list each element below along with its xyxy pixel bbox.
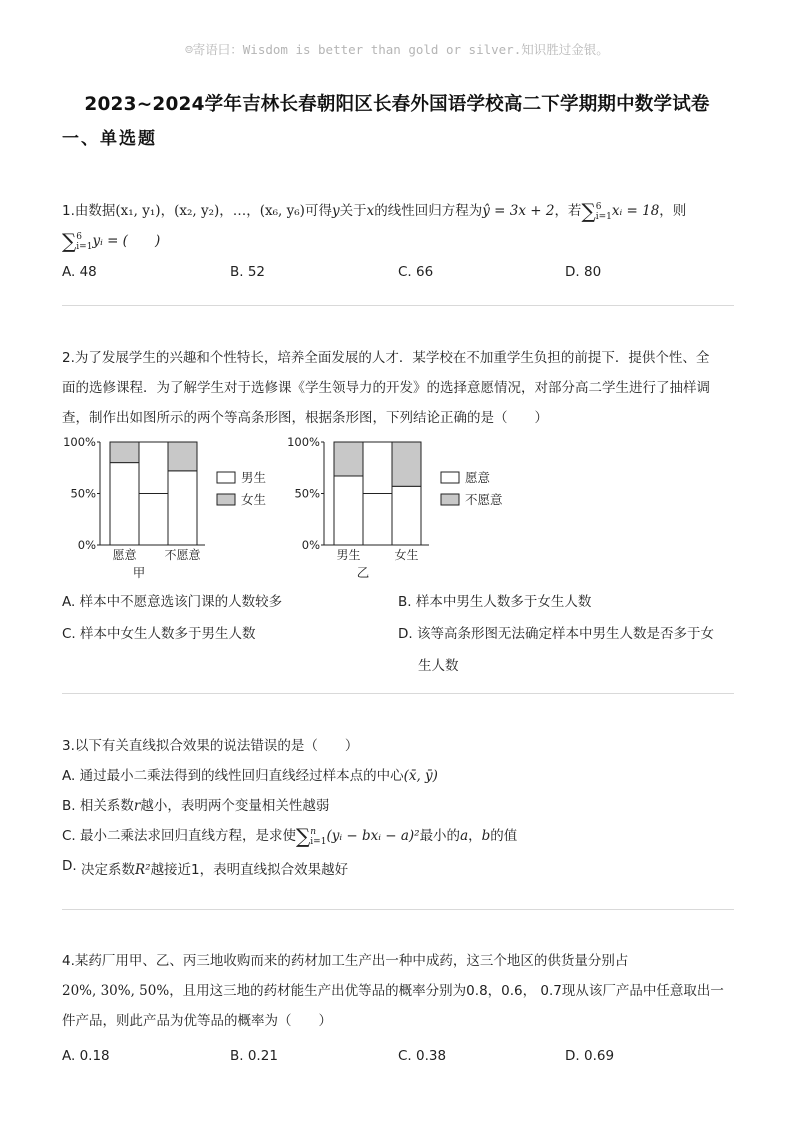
bar-segment-lower — [168, 471, 197, 545]
q3-option-a[interactable]: A. 通过最小二乘法得到的线性回归直线经过样本点的中心(x̄, ȳ) — [62, 768, 438, 784]
bar-segment-upper — [110, 442, 139, 463]
question-4-line-1: 4.某药厂用甲、乙、丙三地收购而来的药材加工生产出一种中成药，这三个地区的供货量分别占 — [62, 953, 629, 969]
bar-segment-upper — [168, 442, 197, 471]
bar-segment-lower — [110, 463, 139, 545]
header-motto: ☺寄语曰：Wisdom is better than gold or silver.知识胜过金银。 — [185, 42, 609, 57]
question-4 — [62, 946, 734, 1036]
x-category-label: 愿意 — [112, 548, 137, 562]
divider — [62, 305, 734, 306]
legend-swatch — [217, 494, 235, 505]
question-1 — [62, 196, 734, 256]
question-1-line-2: ∑ 6 i=1 yᵢ = ( ) — [62, 229, 161, 253]
question-2-line-1: 2.为了发展学生的兴趣和个性特长，培养全面发展的人才．某学校在不加重学生负担的前提下．提供个性、全 — [62, 350, 710, 366]
divider — [62, 909, 734, 910]
question-4-line-3: 件产品，则此产品为优等品的概率为（ ） — [62, 1013, 332, 1029]
chart-yi — [284, 432, 514, 587]
question-1-line-1: 1.由数据(x₁, y₁)，(x₂, y₂)，…，(x₆, y₆)可得y关于x的线性回归方程为ŷ = 3x + 2，若∑ 6 i=1 xᵢ = 18，则 — [62, 199, 687, 223]
question-3 — [62, 731, 734, 885]
q2-option-d-continued: 生人数 — [418, 658, 459, 674]
q3-option-d[interactable]: D. 决定系数R²越接近1，表明直线拟合效果越好 — [62, 858, 349, 878]
y-tick-label: 100% — [287, 435, 320, 449]
q1-option-d[interactable]: D. 80 — [565, 264, 602, 280]
question-2 — [62, 343, 734, 433]
y-tick-label: 50% — [70, 486, 96, 501]
legend-label: 女生 — [241, 492, 267, 507]
q1-option-a[interactable]: A. 48 — [62, 264, 97, 280]
legend-label: 愿意 — [465, 470, 491, 485]
divider — [62, 693, 734, 694]
bar-segment-upper — [392, 442, 421, 486]
x-category-label: 男生 — [336, 548, 361, 562]
q1-option-c[interactable]: C. 66 — [398, 264, 434, 280]
page-title: 2023~2024学年吉林长春朝阳区长春外国语学校高二下学期期中数学试卷 — [84, 94, 710, 115]
bar-segment-lower — [334, 476, 363, 545]
question-4-line-2: 20%, 30%, 50%，且用这三地的药材能生产出优等品的概率分别为0.8，0.6， 0.7现从该厂产品中任意取出一 — [62, 983, 724, 999]
y-tick-label: 100% — [63, 435, 96, 449]
legend-label: 不愿意 — [465, 492, 503, 507]
q4-option-c[interactable]: C. 0.38 — [398, 1048, 447, 1064]
legend-swatch — [217, 472, 235, 483]
question-3-stem: 3.以下有关直线拟合效果的说法错误的是（ ） — [62, 738, 359, 754]
sum-sign: ∑ — [296, 824, 311, 848]
x-category-label: 不愿意 — [164, 548, 201, 562]
q3-option-c[interactable]: C. 最小二乘法求回归直线方程，是求使∑ n i=1 (yᵢ − bxᵢ − a)²最小的a，b的值 — [62, 824, 518, 848]
bar-segment-upper — [334, 442, 363, 476]
legend-label: 男生 — [241, 470, 267, 485]
section-heading: 一、单选题 — [62, 129, 157, 149]
question-2-line-3: 查，制作出如图所示的两个等高条形图，根据条形图，下列结论正确的是（ ） — [62, 410, 548, 426]
chart-title: 乙 — [356, 565, 370, 580]
y-tick-label: 50% — [294, 486, 320, 501]
q2-option-d[interactable]: D. 该等高条形图无法确定样本中男生人数是否多于女 — [398, 626, 714, 642]
legend-swatch — [441, 472, 459, 483]
legend-swatch — [441, 494, 459, 505]
q4-option-a[interactable]: A. 0.18 — [62, 1048, 110, 1064]
chart-jia — [60, 432, 280, 587]
q2-option-c[interactable]: C. 样本中女生人数多于男生人数 — [62, 626, 256, 642]
q4-option-d[interactable]: D. 0.69 — [565, 1048, 615, 1064]
y-tick-label: 0% — [301, 538, 320, 552]
question-2-line-2: 面的选修课程．为了解学生对于选修课《学生领导力的开发》的选择意愿情况，对部分高二学生进行了抽样调 — [62, 380, 710, 396]
x-category-label: 女生 — [394, 548, 419, 562]
sum-sign: ∑ — [581, 199, 596, 223]
y-tick-label: 0% — [77, 538, 96, 552]
sum-sign: ∑ — [62, 229, 77, 253]
q2-option-b[interactable]: B. 样本中男生人数多于女生人数 — [398, 594, 592, 610]
q3-option-b[interactable]: B. 相关系数r越小，表明两个变量相关性越弱 — [62, 798, 330, 814]
bar-segment-lower — [392, 486, 421, 545]
q4-option-b[interactable]: B. 0.21 — [230, 1048, 278, 1064]
q2-option-a[interactable]: A. 样本中不愿意选该门课的人数较多 — [62, 594, 283, 610]
chart-title: 甲 — [132, 565, 146, 580]
q1-option-b[interactable]: B. 52 — [230, 264, 266, 280]
